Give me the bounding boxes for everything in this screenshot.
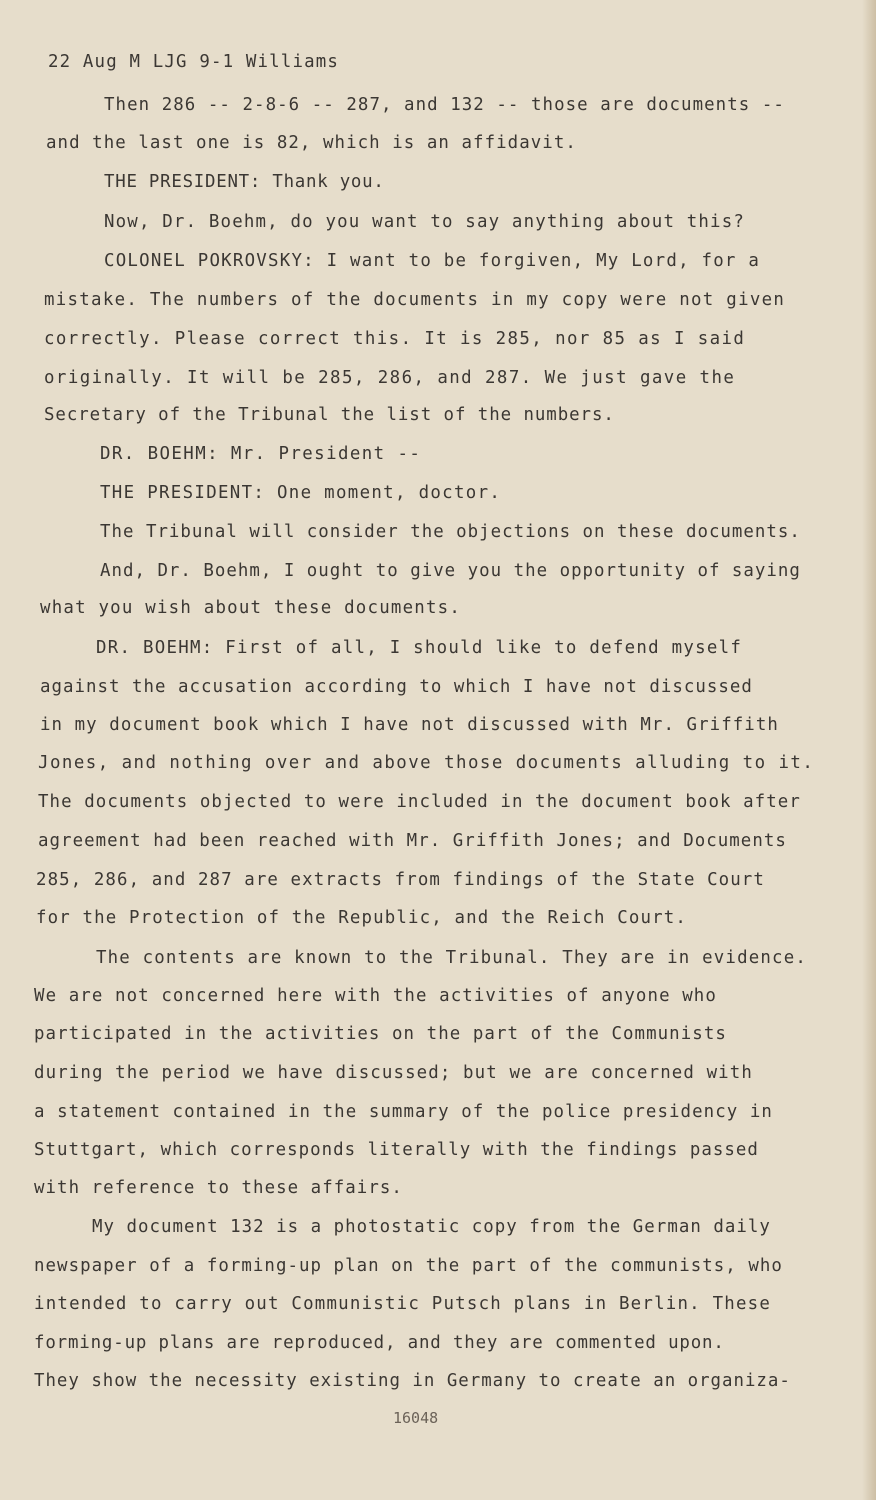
text-line: Secretary of the Tribunal the list of the numbers. — [44, 405, 615, 425]
text-line: originally. It will be 285, 286, and 287. We just gave the — [44, 368, 736, 388]
page-number: 16048 — [393, 1409, 439, 1427]
text-line: THE PRESIDENT: Thank you. — [104, 172, 385, 192]
text-line: Jones, and nothing over and above those documents alluding to it. — [38, 753, 815, 773]
text-line: And, Dr. Boehm, I ought to give you the opportunity of saying — [100, 561, 801, 581]
text-line: forming-up plans are reproduced, and they are commented upon. — [34, 1333, 725, 1353]
text-line: My document 132 is a photostatic copy from the German daily — [92, 1217, 771, 1237]
text-line: Then 286 -- 2-8-6 -- 287, and 132 -- those are documents -- — [104, 95, 785, 115]
text-line: for the Protection of the Republic, and the Reich Court. — [36, 908, 687, 928]
header-line: 22 Aug M LJG 9-1 Williams — [48, 52, 340, 72]
text-line: participated in the activities on the part of the Communists — [34, 1024, 727, 1044]
text-line: DR. BOEHM: First of all, I should like to defend myself — [96, 638, 743, 658]
text-line: DR. BOEHM: Mr. President -- — [100, 444, 422, 464]
text-line: against the accusation according to which I have not discussed — [40, 677, 753, 697]
text-line: 285, 286, and 287 are extracts from findings of the State Court — [36, 870, 765, 890]
text-line: The documents objected to were included in the document book after — [38, 792, 801, 812]
text-line: Stuttgart, which corresponds literally with the findings passed — [34, 1140, 759, 1160]
text-line: The contents are known to the Tribunal. They are in evidence. — [96, 948, 808, 968]
text-line: The Tribunal will consider the objections on these documents. — [100, 522, 801, 542]
text-line: and the last one is 82, which is an affidavit. — [46, 133, 577, 153]
text-line: COLONEL POKROVSKY: I want to be forgiven, My Lord, for a — [104, 251, 761, 271]
page-edge — [862, 0, 876, 1500]
text-line: during the period we have discussed; but we are concerned with — [34, 1063, 753, 1083]
text-line: newspaper of a forming-up plan on the part of the communists, who — [34, 1256, 783, 1276]
text-line: intended to carry out Communistic Putsch plans in Berlin. These — [34, 1294, 772, 1314]
text-line: with reference to these affairs. — [34, 1178, 403, 1198]
text-line: They show the necessity existing in Germany to create an organiza- — [34, 1371, 791, 1391]
text-line: mistake. The numbers of the documents in my copy were not given — [44, 290, 786, 310]
text-line: in my document book which I have not discussed with Mr. Griffith — [40, 715, 779, 735]
text-line: agreement had been reached with Mr. Griffith Jones; and Documents — [38, 831, 787, 851]
text-line: a statement contained in the summary of the police presidency in — [34, 1102, 773, 1122]
text-line: THE PRESIDENT: One moment, doctor. — [100, 483, 502, 503]
text-line: Now, Dr. Boehm, do you want to say anything about this? — [104, 212, 746, 232]
text-line: correctly. Please correct this. It is 285, nor 85 as I said — [44, 329, 746, 349]
text-line: what you wish about these documents. — [40, 598, 462, 618]
text-line: We are not concerned here with the activities of anyone who — [34, 986, 717, 1006]
